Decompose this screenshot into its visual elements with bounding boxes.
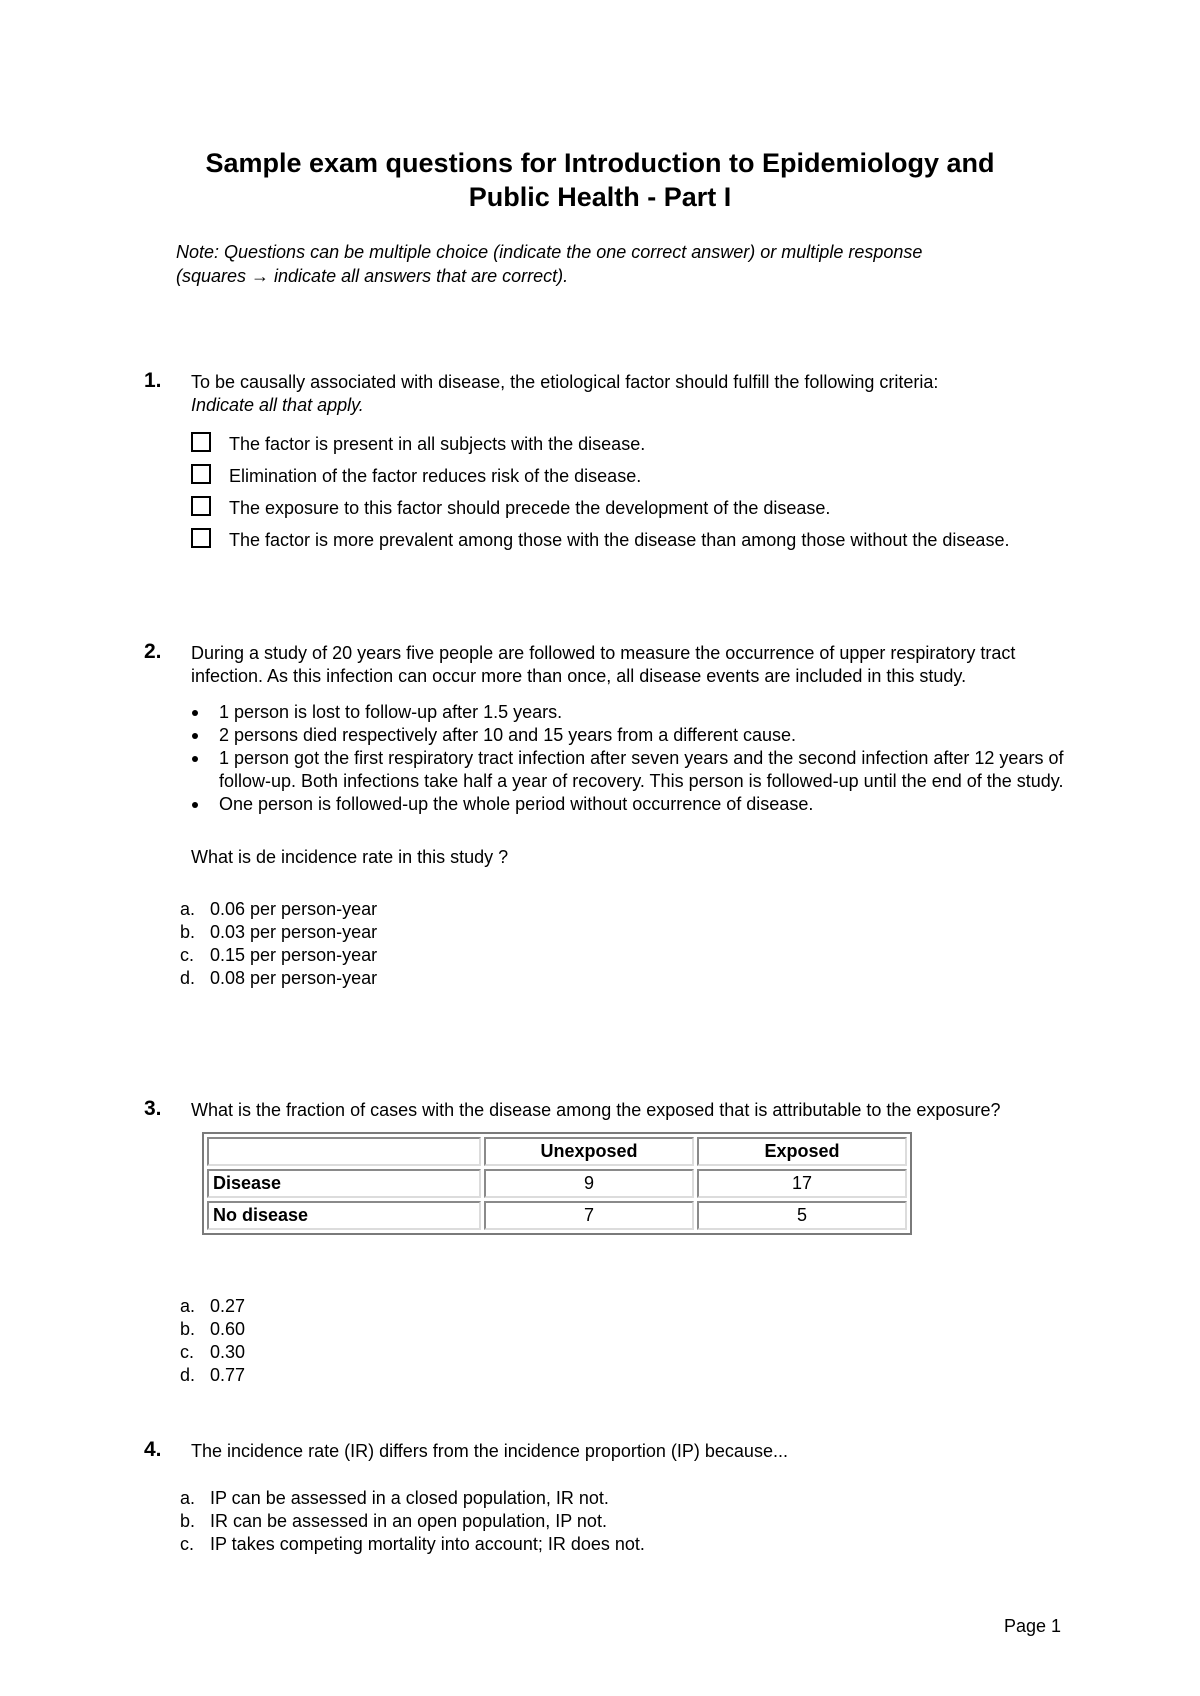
question-text: During a study of 20 years five people are followed to measure the occurrence of upper respiratory tract infection. As this infection can occur more than once, all disease events are included in this study. <box>191 643 1016 686</box>
table-header-cell: Unexposed <box>484 1137 694 1166</box>
answer-option[interactable] <box>180 1510 1064 1533</box>
table-row <box>207 1201 907 1230</box>
answer-option[interactable] <box>180 898 1064 921</box>
option-label: The factor is present in all subjects with the disease. <box>229 434 646 454</box>
option-label: The exposure to this factor should precede the development of the disease. <box>229 498 831 518</box>
table-cell: 9 <box>484 1169 694 1198</box>
answer-options <box>180 1295 1064 1387</box>
option-letter: a. <box>180 899 196 919</box>
answer-option[interactable] <box>180 1295 1064 1318</box>
checkbox-icon[interactable] <box>191 528 211 548</box>
option-letter: d. <box>180 1365 196 1385</box>
table-cell: 7 <box>484 1201 694 1230</box>
answer-option[interactable] <box>180 967 1064 990</box>
note-line-2: (squares → indicate all answers that are correct). <box>176 266 569 286</box>
answer-options <box>180 1487 1064 1556</box>
list-item-text: One person is followed-up the whole period without occurrence of disease. <box>219 794 814 814</box>
question-number: 3. <box>144 1097 162 1120</box>
checkbox-option[interactable] <box>191 432 1064 456</box>
question-number: 4. <box>144 1438 162 1461</box>
bullet-icon <box>192 756 198 762</box>
bullet-icon <box>192 802 198 808</box>
option-letter: a. <box>180 1296 196 1316</box>
option-text: 0.15 per person-year <box>210 945 378 965</box>
option-label: The factor is more prevalent among those with the disease than among those without the disease. <box>229 530 1010 550</box>
question-text: To be causally associated with disease, the etiological factor should fulfill the following criteria: <box>191 372 939 392</box>
checkbox-icon[interactable] <box>191 432 211 452</box>
page-title <box>100 146 1100 214</box>
list-item-text: 1 person is lost to follow-up after 1.5 years. <box>219 702 563 722</box>
option-text: 0.27 <box>210 1296 246 1316</box>
checkbox-icon[interactable] <box>191 464 211 484</box>
answer-option[interactable] <box>180 921 1064 944</box>
answer-option[interactable] <box>180 1533 1064 1556</box>
data-table <box>202 1132 912 1235</box>
option-letter: c. <box>180 945 195 965</box>
table-header-row <box>207 1137 907 1166</box>
table-row <box>207 1169 907 1198</box>
bullet-icon <box>192 733 198 739</box>
checkbox-option[interactable] <box>191 528 1064 552</box>
table-header-cell: Exposed <box>697 1137 907 1166</box>
answer-options <box>180 898 1064 990</box>
answer-option[interactable] <box>180 1318 1064 1341</box>
table-cell: 17 <box>697 1169 907 1198</box>
option-letter: c. <box>180 1342 195 1362</box>
answer-option[interactable] <box>180 944 1064 967</box>
option-text: 0.03 per person-year <box>210 922 378 942</box>
list-item-text: 2 persons died respectively after 10 and 15 years from a different cause. <box>219 725 796 745</box>
question-2 <box>144 642 1064 990</box>
option-text: IR can be assessed in an open population, IP not. <box>210 1511 607 1531</box>
option-text: IP takes competing mortality into account; IR does not. <box>210 1534 645 1554</box>
option-letter: b. <box>180 922 196 942</box>
option-text: 0.08 per person-year <box>210 968 378 988</box>
option-label: Elimination of the factor reduces risk of the disease. <box>229 466 642 486</box>
list-item <box>191 701 1064 724</box>
title-line-1: Sample exam questions for Introduction to Epidemiology and <box>205 148 995 178</box>
question-instruction: Indicate all that apply. <box>191 395 364 415</box>
table-row-label: No disease <box>207 1201 481 1230</box>
option-text: 0.06 per person-year <box>210 899 378 919</box>
option-letter: b. <box>180 1511 196 1531</box>
question-number: 2. <box>144 640 162 663</box>
list-item <box>191 724 1064 747</box>
option-letter: b. <box>180 1319 196 1339</box>
instructions-note <box>176 240 1056 288</box>
option-letter: d. <box>180 968 196 988</box>
question-text: What is the fraction of cases with the disease among the exposed that is attributable to the exposure? <box>191 1100 1001 1120</box>
option-letter: c. <box>180 1534 195 1554</box>
checkbox-option[interactable] <box>191 496 1064 520</box>
answer-option[interactable] <box>180 1364 1064 1387</box>
option-text: 0.77 <box>210 1365 246 1385</box>
table-row-label: Disease <box>207 1169 481 1198</box>
list-item <box>191 747 1064 793</box>
list-item <box>191 793 1064 816</box>
question-1 <box>144 371 1064 560</box>
answer-option[interactable] <box>180 1341 1064 1364</box>
question-text: The incidence rate (IR) differs from the incidence proportion (IP) because... <box>191 1441 788 1461</box>
question-4 <box>144 1440 1064 1556</box>
question-number: 1. <box>144 369 162 392</box>
checkbox-options <box>191 432 1064 552</box>
page-number: Page 1 <box>1004 1616 1062 1636</box>
option-text: 0.30 <box>210 1342 246 1362</box>
table-cell: 5 <box>697 1201 907 1230</box>
list-item-text: 1 person got the first respiratory tract infection after seven years and the second infection after 12 years of follow-up. Both infections take half a year of recovery. This person is followed-up until the end of the study. <box>219 748 1064 791</box>
question-prompt: What is de incidence rate in this study ? <box>191 847 509 867</box>
option-letter: a. <box>180 1488 196 1508</box>
option-text: IP can be assessed in a closed population, IR not. <box>210 1488 609 1508</box>
note-line-1: Note: Questions can be multiple choice (indicate the one correct answer) or multiple response <box>176 242 923 262</box>
option-text: 0.60 <box>210 1319 246 1339</box>
checkbox-option[interactable] <box>191 464 1064 488</box>
table-header-cell <box>207 1137 481 1166</box>
answer-option[interactable] <box>180 1487 1064 1510</box>
question-3 <box>144 1099 1064 1387</box>
checkbox-icon[interactable] <box>191 496 211 516</box>
title-line-2: Public Health - Part I <box>468 182 732 212</box>
bullet-list <box>191 701 1064 816</box>
bullet-icon <box>192 710 198 716</box>
